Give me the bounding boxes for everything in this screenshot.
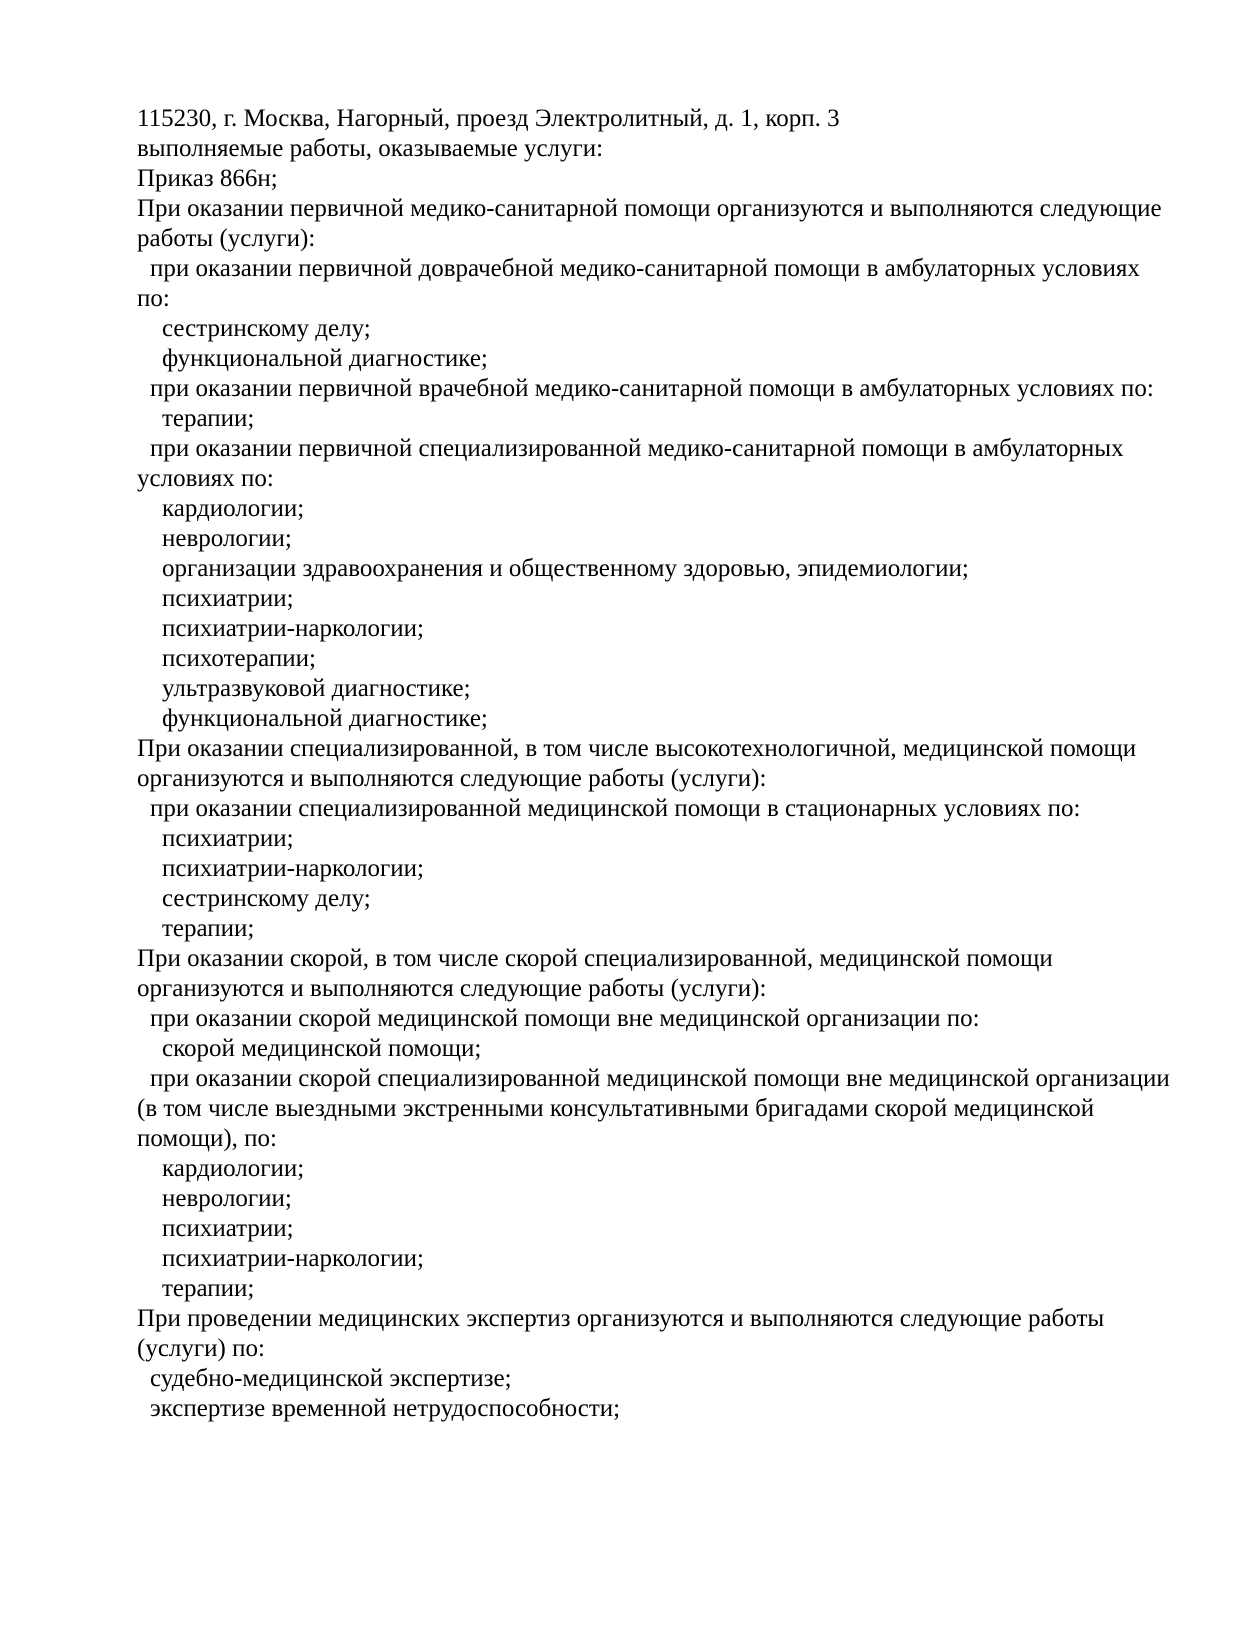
text-line: психиатрии; <box>162 1215 294 1242</box>
text-line: условиях по: <box>137 465 274 492</box>
text-line: (в том числе выездными экстренными консультативными бригадами скорой медицинской <box>137 1095 1095 1122</box>
license-works-and-services-text <box>137 104 1210 1424</box>
text-line: (услуги) по: <box>137 1335 265 1362</box>
text-line: кардиологии; <box>162 495 305 522</box>
text-line: при оказании скорой медицинской помощи вне медицинской организации по: <box>150 1005 980 1032</box>
text-line: неврологии; <box>162 525 292 552</box>
text-line: терапии; <box>162 1275 255 1302</box>
text-line: психиатрии; <box>162 825 294 852</box>
text-line: при оказании скорой специализированной медицинской помощи вне медицинской организации <box>150 1065 1170 1092</box>
text-line: При оказании первичной медико-санитарной помощи организуются и выполняются следующие <box>137 195 1162 222</box>
text-line: сестринскому делу; <box>162 315 371 342</box>
text-line: при оказании первичной врачебной медико-санитарной помощи в амбулаторных условиях по: <box>150 375 1154 402</box>
text-line: психотерапии; <box>162 645 316 672</box>
text-line: 115230, г. Москва, Нагорный, проезд Электролитный, д. 1, корп. 3 <box>137 105 840 132</box>
text-line: При оказании скорой, в том числе скорой специализированной, медицинской помощи <box>137 945 1053 972</box>
text-line: терапии; <box>162 405 255 432</box>
text-line: кардиологии; <box>162 1155 305 1182</box>
text-line: терапии; <box>162 915 255 942</box>
text-line: работы (услуги): <box>137 225 316 252</box>
text-line: экспертизе временной нетрудоспособности; <box>150 1395 621 1422</box>
text-line: скорой медицинской помощи; <box>162 1035 482 1062</box>
text-line: при оказании специализированной медицинской помощи в стационарных условиях по: <box>150 795 1081 822</box>
text-line: При проведении медицинских экспертиз организуются и выполняются следующие работы <box>137 1305 1105 1332</box>
text-line: выполняемые работы, оказываемые услуги: <box>137 135 604 162</box>
text-line: организуются и выполняются следующие работы (услуги): <box>137 765 767 792</box>
text-line: Приказ 866н; <box>137 165 278 192</box>
text-line: психиатрии-наркологии; <box>162 1245 424 1272</box>
text-line: психиатрии; <box>162 585 294 612</box>
text-line: функциональной диагностике; <box>162 705 488 732</box>
text-line: организуются и выполняются следующие работы (услуги): <box>137 975 767 1002</box>
text-line: сестринскому делу; <box>162 885 371 912</box>
text-line: судебно-медицинской экспертизе; <box>150 1365 512 1392</box>
text-line: помощи), по: <box>137 1125 278 1152</box>
text-line: ультразвуковой диагностике; <box>162 675 471 702</box>
text-line: организации здравоохранения и общественному здоровью, эпидемиологии; <box>162 555 969 582</box>
text-line: психиатрии-наркологии; <box>162 855 424 882</box>
text-line: функциональной диагностике; <box>162 345 488 372</box>
text-line: При оказании специализированной, в том числе высокотехнологичной, медицинской помощи <box>137 735 1137 762</box>
text-line: неврологии; <box>162 1185 292 1212</box>
text-line: при оказании первичной доврачебной медико-санитарной помощи в амбулаторных условиях <box>150 255 1140 282</box>
text-line: по: <box>137 285 170 312</box>
text-line: при оказании первичной специализированной медико-санитарной помощи в амбулаторных <box>150 435 1124 462</box>
text-line: психиатрии-наркологии; <box>162 615 424 642</box>
